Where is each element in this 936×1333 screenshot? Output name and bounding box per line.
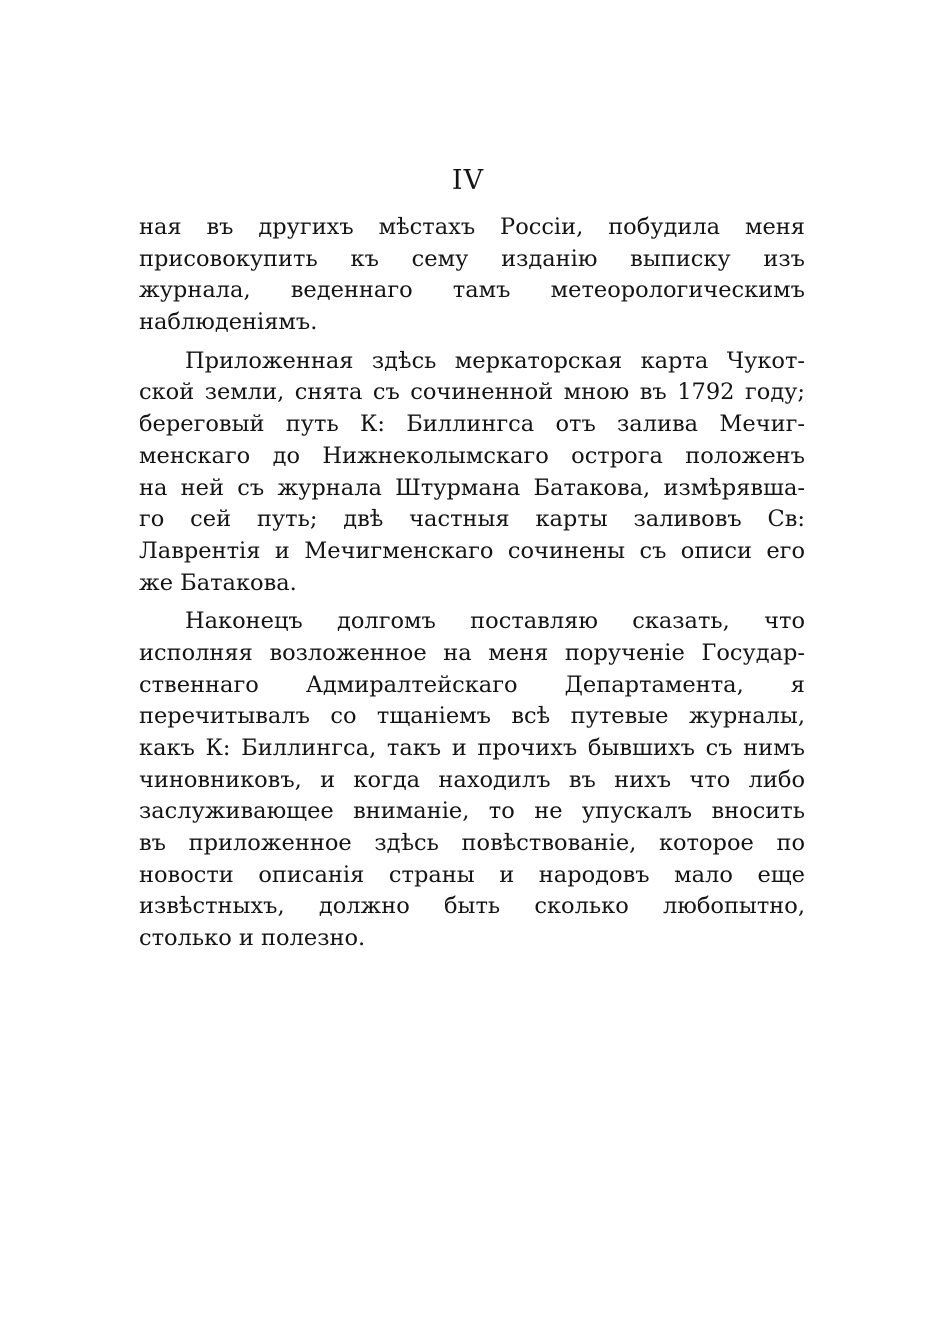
text-line: извѣстныхъ, должно быть сколько любопытно, (139, 893, 805, 920)
text-line: ственнаго Адмиралтейскаго Департамента, я (139, 671, 805, 698)
text-line: на ней съ журнала Штурмана Батакова, измѣрявша- (139, 474, 805, 501)
text-line: береговый путь К: Биллингса отъ залива Мечиг- (139, 411, 805, 438)
text-line: журнала, веденнаго тамъ метеорологическимъ (139, 277, 805, 304)
paragraph-1 (139, 212, 805, 339)
paragraph-3 (139, 606, 805, 955)
text-line: присовокупить къ сему изданію выписку изъ (139, 245, 805, 272)
text-line: Лаврентія и Мечигменскаго сочинены съ описи его (139, 537, 805, 564)
text-line: столько и полезно. (139, 925, 366, 952)
text-line: го сей путь; двѣ частныя карты заливовъ Св: (139, 506, 805, 533)
text-line: менскаго до Нижнеколымскаго острога положенъ (139, 442, 805, 469)
body-text (139, 212, 805, 962)
text-line: перечитывалъ со тщаніемъ всѣ путевые журналы, (139, 703, 805, 730)
text-line: Наконецъ долгомъ поставляю сказать, что (185, 608, 805, 635)
text-line: въ приложенное здѣсь повѣствованіе, которое по (139, 830, 805, 857)
text-line: же Батакова. (139, 569, 297, 596)
text-line: Приложенная здѣсь меркаторская карта Чукот- (185, 347, 805, 374)
text-line: исполняя возложенное на меня порученіе Государ- (139, 639, 805, 666)
paragraph-2 (139, 346, 805, 600)
text-line: какъ К: Биллингса, такъ и прочихъ бывшихъ съ нимъ (139, 735, 805, 761)
text-line: наблюденіямъ. (139, 309, 318, 336)
text-line: заслуживающее вниманіе, то не упускалъ вносить (139, 798, 805, 825)
text-line: чиновниковъ, и когда находилъ въ нихъ что либо (139, 766, 805, 793)
text-line: ная въ другихъ мѣстахъ Россіи, побудила меня (139, 214, 805, 240)
text-line: ской земли, снята съ сочиненной мною въ 1792 году; (139, 379, 805, 406)
text-line: новости описанія страны и народовъ мало еще (139, 861, 805, 888)
page-number: IV (451, 165, 485, 196)
